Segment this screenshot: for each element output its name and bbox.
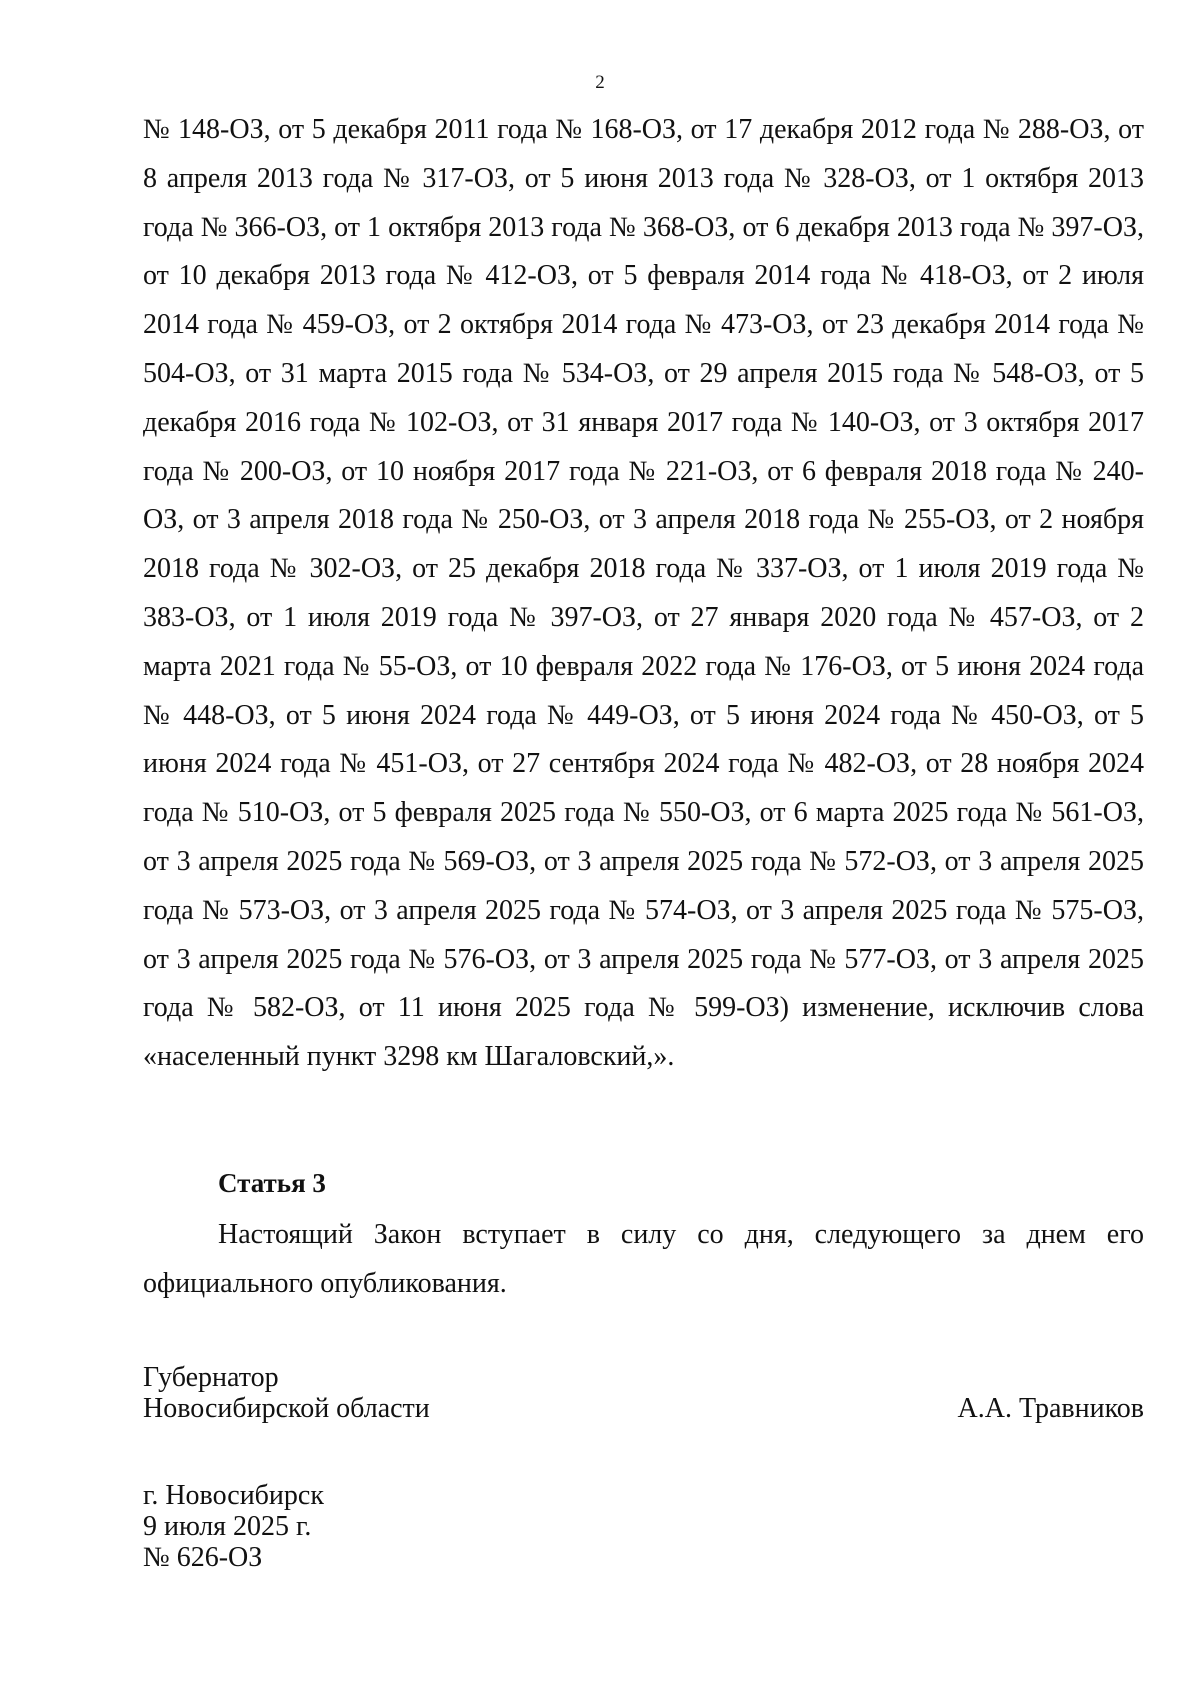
article-heading: Статья 3 xyxy=(218,1168,326,1198)
body-paragraph: № 148-ОЗ, от 5 декабря 2011 года № 168-ОЗ, от 17 декабря 2012 года № 288-ОЗ, от 8 апреля 2013 года № 317-ОЗ, от 5 июня 2013 года № 328-ОЗ, от 1 октября 2013 года № 366-ОЗ, от 1 октября 2013 года № 368-ОЗ, от 6 декабря 2013 года № 397-ОЗ, от 10 декабря 2013 года № 412-ОЗ, от 5 февраля 2014 года № 418-ОЗ, от 2 июля 2014 года № 459-ОЗ, от 2 октября 2014 года № 473-ОЗ, от 23 декабря 2014 года № 504-ОЗ, от 31 марта 2015 года № 534-ОЗ, от 29 апреля 2015 года № 548-ОЗ, от 5 декабря 2016 года № 102-ОЗ, от 31 января 2017 года № 140-ОЗ, от 3 октября 2017 года № 200-ОЗ, от 10 ноября 2017 года № 221-ОЗ, от 6 февраля 2018 года № 240-ОЗ, от 3 апреля 2018 года № 250-ОЗ, от 3 апреля 2018 года № 255-ОЗ, от 2 ноября 2018 года № 302-ОЗ, от 25 декабря 2018 года № 337-ОЗ, от 1 июля 2019 года № 383-ОЗ, от 1 июля 2019 года № 397-ОЗ, от 27 января 2020 года № 457-ОЗ, от 2 марта 2021 года № 55-ОЗ, от 10 февраля 2022 года № 176-ОЗ, от 5 июня 2024 года № 448-ОЗ, от 5 июня 2024 года № 449-ОЗ, от 5 июня 2024 года № 450-ОЗ, от 5 июня 2024 года № 451-ОЗ, от 27 сентября 2024 года № 482-ОЗ, от 28 ноября 2024 года № 510-ОЗ, от 5 февраля 2025 года № 550-ОЗ, от 6 марта 2025 года № 561-ОЗ, от 3 апреля 2025 года № 569-ОЗ, от 3 апреля 2025 года № 572-ОЗ, от 3 апреля 2025 года № 573-ОЗ, от 3 апреля 2025 года № 574-ОЗ, от 3 апреля 2025 года № 575-ОЗ, от 3 апреля 2025 года № 576-ОЗ, от 3 апреля 2025 года № 577-ОЗ, от 3 апреля 2025 года № 582-ОЗ, от 11 июня 2025 года № 599-ОЗ) изменение, исключив слова «населенный пункт 3298 км Шагаловский,». xyxy=(143,114,1144,1073)
signatory-title-line-1: Губернатор xyxy=(143,1362,279,1393)
signatory-title-line-2: Новосибирской области xyxy=(143,1393,430,1424)
law-number: № 626-ОЗ xyxy=(143,1542,263,1573)
signatory-name: А.А. Травников xyxy=(957,1393,1144,1424)
place-date-number-block xyxy=(143,1480,324,1573)
article-text: Настоящий Закон вступает в силу со дня, следующего за днем его официального опубликования. xyxy=(143,1219,1144,1299)
signing-date: 9 июля 2025 г. xyxy=(143,1511,312,1542)
signature-block xyxy=(143,1362,1144,1424)
signing-city: г. Новосибирск xyxy=(143,1480,324,1511)
page-number: 2 xyxy=(595,72,605,93)
